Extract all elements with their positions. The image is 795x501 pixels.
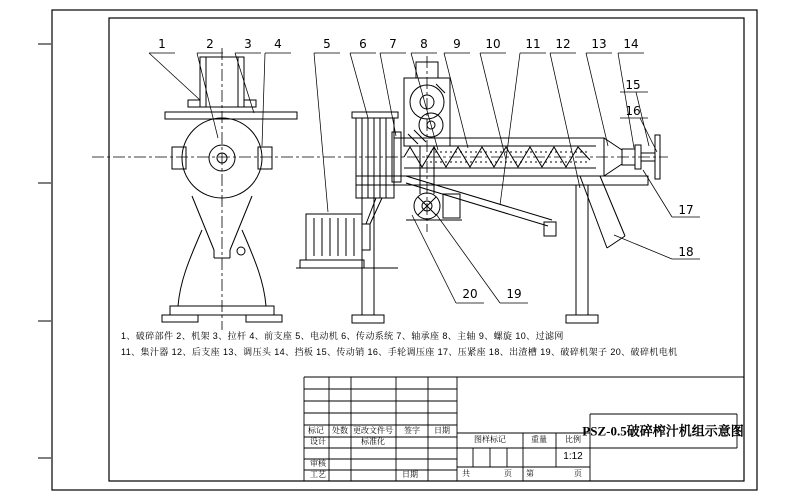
callout-leaders	[149, 53, 700, 303]
callout-19: 19	[506, 287, 522, 301]
titleblock-scale-label: 比例	[565, 435, 581, 444]
left-view-crusher	[162, 57, 297, 322]
titleblock-drawingmark-label: 图样标记	[474, 435, 506, 444]
drawing-title: PSZ-0.5破碎榨汁机组示意图	[582, 423, 744, 439]
titleblock-count-label: 处数	[332, 426, 348, 435]
callout-17: 17	[678, 203, 694, 217]
titleblock-date2-label: 日期	[402, 470, 418, 479]
callout-20: 20	[462, 287, 478, 301]
parts-list-line-2: 11、集汁器 12、后支座 13、调压头 14、挡板 15、传动销 16、手轮调压座 17、压紧座 18、出渣槽 19、破碎机架子 20、破碎机电机	[121, 347, 678, 357]
titleblock-mark-label: 标记	[308, 426, 324, 435]
titleblock-process-label: 工艺	[310, 470, 326, 479]
titleblock-totalpages-label: 页	[504, 469, 512, 478]
callout-11: 11	[525, 37, 541, 51]
callout-6: 6	[359, 37, 367, 51]
titleblock-signature-label: 签字	[404, 426, 420, 435]
callout-5: 5	[323, 37, 331, 51]
callout-15: 15	[625, 78, 641, 92]
titleblock-sheet-label: 第	[526, 469, 534, 478]
right-view-press	[296, 62, 660, 323]
callout-2: 2	[206, 37, 214, 51]
titleblock-design-label: 设计	[310, 437, 326, 446]
callout-8: 8	[420, 37, 428, 51]
callout-4: 4	[274, 37, 282, 51]
callout-3: 3	[244, 37, 252, 51]
titleblock-review-label: 审核	[310, 459, 326, 468]
titleblock-scale-value: 1:12	[563, 451, 583, 462]
titleblock-standard-label: 标准化	[361, 437, 385, 446]
callout-9: 9	[453, 37, 461, 51]
callout-12: 12	[555, 37, 571, 51]
margin-zone-ticks	[38, 44, 51, 458]
callout-13: 13	[591, 37, 607, 51]
titleblock-date-label: 日期	[434, 426, 450, 435]
titleblock-total-label: 共	[462, 469, 470, 478]
callout-10: 10	[485, 37, 501, 51]
callout-7: 7	[389, 37, 397, 51]
parts-list-line-1: 1、破碎部件 2、机架 3、拉杆 4、前支座 5、电动机 6、传动系统 7、轴承座 8、主轴 9、螺旋 10、过滤网	[121, 331, 564, 341]
titleblock-weight-label: 重量	[531, 435, 547, 444]
callout-1: 1	[158, 37, 166, 51]
callout-18: 18	[678, 245, 694, 259]
titleblock-sheetpages-label: 页	[574, 469, 582, 478]
callout-14: 14	[623, 37, 639, 51]
callout-16: 16	[625, 104, 641, 118]
titleblock-changefile-label: 更改文件号	[353, 426, 393, 435]
